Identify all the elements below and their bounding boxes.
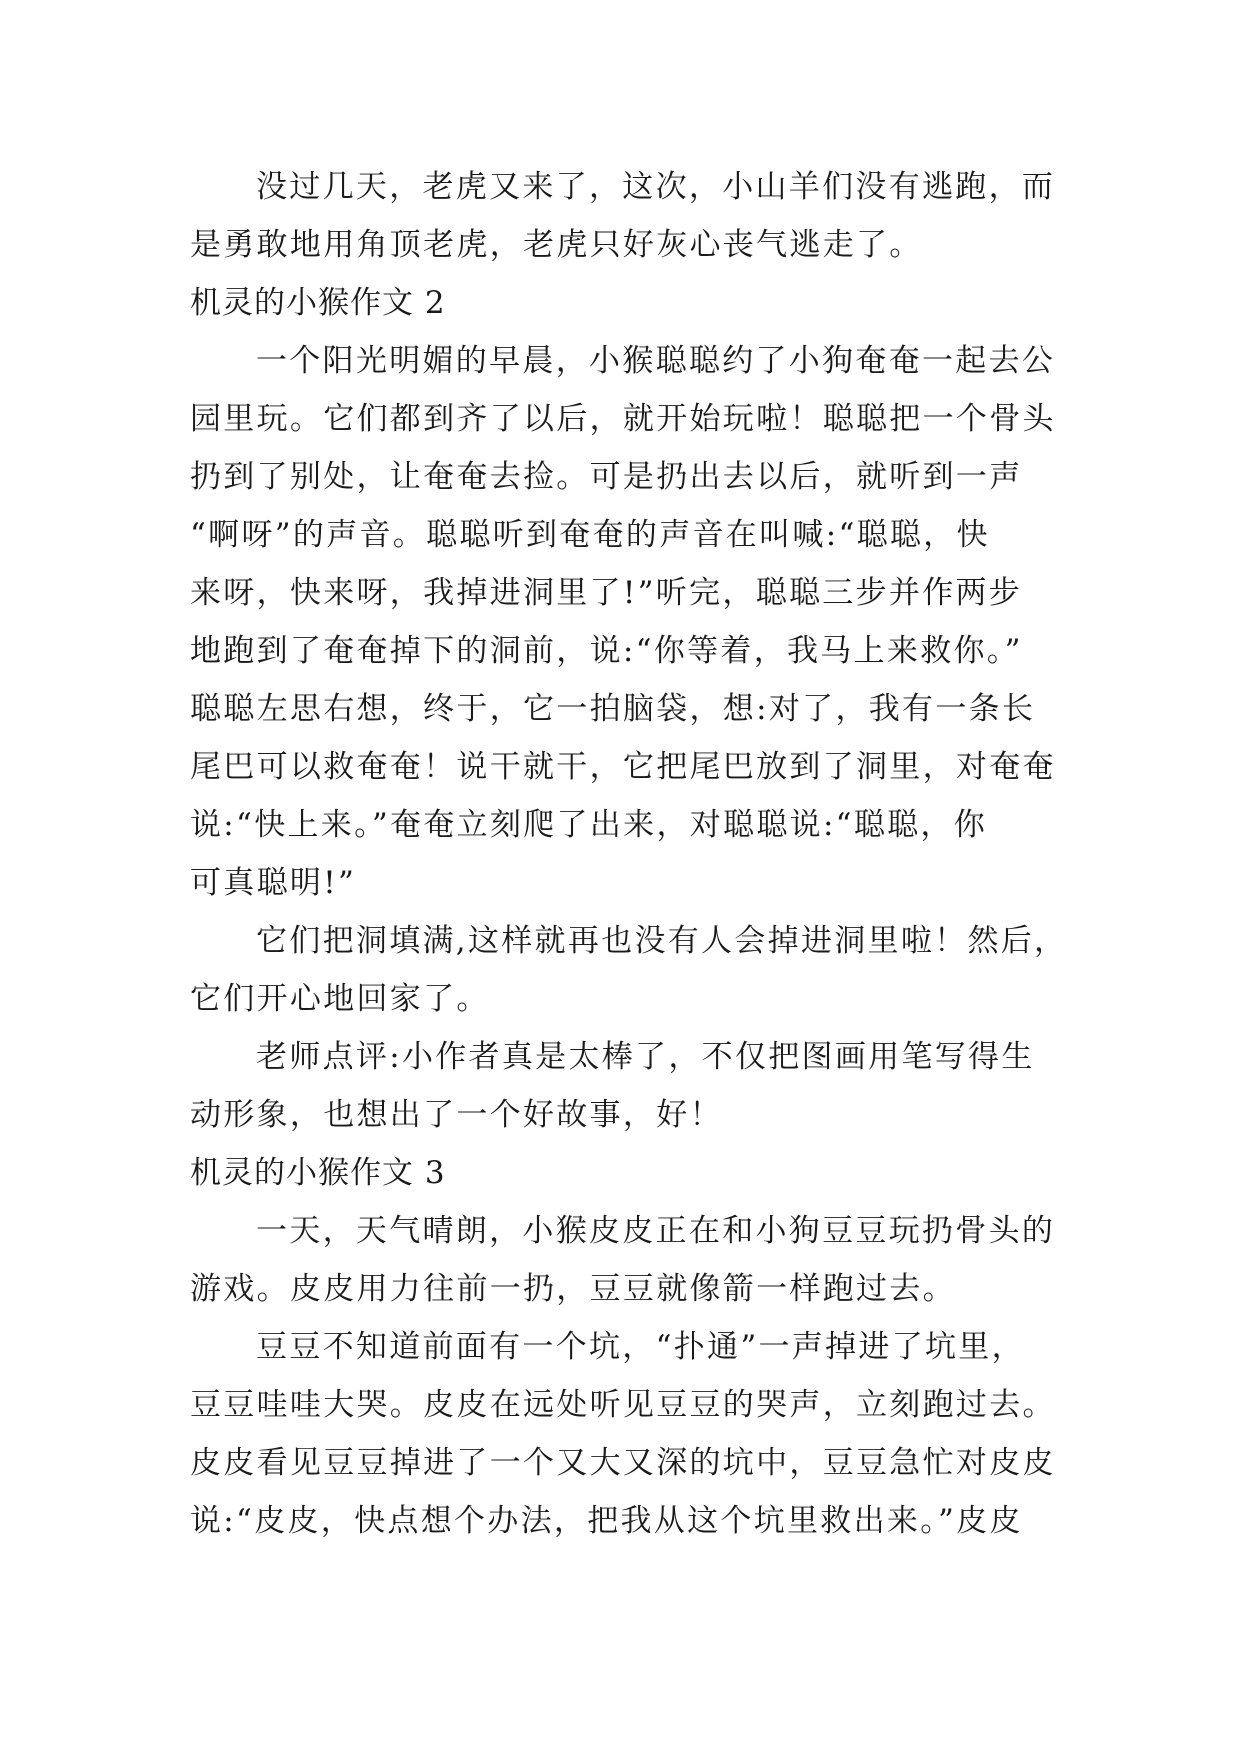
text-line: 豆豆哇哇大哭。皮皮在远处听见豆豆的哭声，立刻跑过去。: [190, 1387, 1056, 1423]
text-line: 是勇敢地用角顶老虎，老虎只好灰心丧气逃走了。: [190, 227, 923, 263]
text-line: 说:“皮皮，快点想个办法，把我从这个坑里救出来。”皮皮: [190, 1503, 1023, 1539]
section-heading: 机灵的小猴作文 2: [190, 285, 446, 321]
paragraph: [190, 912, 1068, 1028]
text-line: 皮皮看见豆豆掉进了一个又大又深的坑中，豆豆急忙对皮皮: [190, 1445, 1056, 1481]
text-line: 一天，天气晴朗，小猴皮皮正在和小狗豆豆玩扔骨头的: [256, 1213, 1056, 1249]
text-line: 一个阳光明媚的早晨，小猴聪聪约了小狗奄奄一起去公: [256, 343, 1056, 379]
text-line: 地跑到了奄奄掉下的洞前，说:“你等着，我马上来救你。”: [190, 633, 1023, 669]
text-line: 聪聪左思右想，终于，它一拍脑袋，想:对了，我有一条长: [190, 691, 1036, 727]
document-body: [190, 158, 1068, 1550]
paragraph: [190, 332, 1056, 912]
text-line: 来呀，快来呀，我掉进洞里了!”听完，聪聪三步并作两步: [190, 575, 1023, 611]
text-line: 园里玩。它们都到齐了以后，就开始玩啦！聪聪把一个骨头: [190, 401, 1056, 437]
paragraph: [190, 1028, 1050, 1144]
text-line: 没过几天，老虎又来了，这次，小山羊们没有逃跑，而: [256, 169, 1056, 205]
paragraph: [190, 1318, 1056, 1550]
text-line: 它们把洞填满,这样就再也没有人会掉进洞里啦！然后，: [256, 923, 1068, 959]
text-line: 动形象，也想出了一个好故事，好！: [190, 1097, 723, 1133]
text-line: 游戏。皮皮用力往前一扔，豆豆就像箭一样跑过去。: [190, 1271, 956, 1307]
text-line: 老师点评:小作者真是太棒了，不仅把图画用笔写得生: [256, 1039, 1035, 1075]
paragraph: [190, 158, 1056, 274]
text-line: 可真聪明!”: [190, 865, 357, 901]
text-line: “啊呀”的声音。聪聪听到奄奄的声音在叫喊:“聪聪，快: [190, 517, 990, 553]
text-line: 它们开心地回家了。: [190, 981, 490, 1017]
text-line: 扔到了别处，让奄奄去捡。可是扔出去以后，就听到一声: [190, 459, 1023, 495]
section-heading: 机灵的小猴作文 3: [190, 1155, 446, 1191]
text-line: 豆豆不知道前面有一个坑，“扑通”一声掉进了坑里，: [256, 1329, 1025, 1365]
text-line: 尾巴可以救奄奄！说干就干，它把尾巴放到了洞里，对奄奄: [190, 749, 1056, 785]
text-line: 说:“快上来。”奄奄立刻爬了出来，对聪聪说:“聪聪，你: [190, 807, 988, 843]
paragraph: [190, 1202, 1056, 1318]
